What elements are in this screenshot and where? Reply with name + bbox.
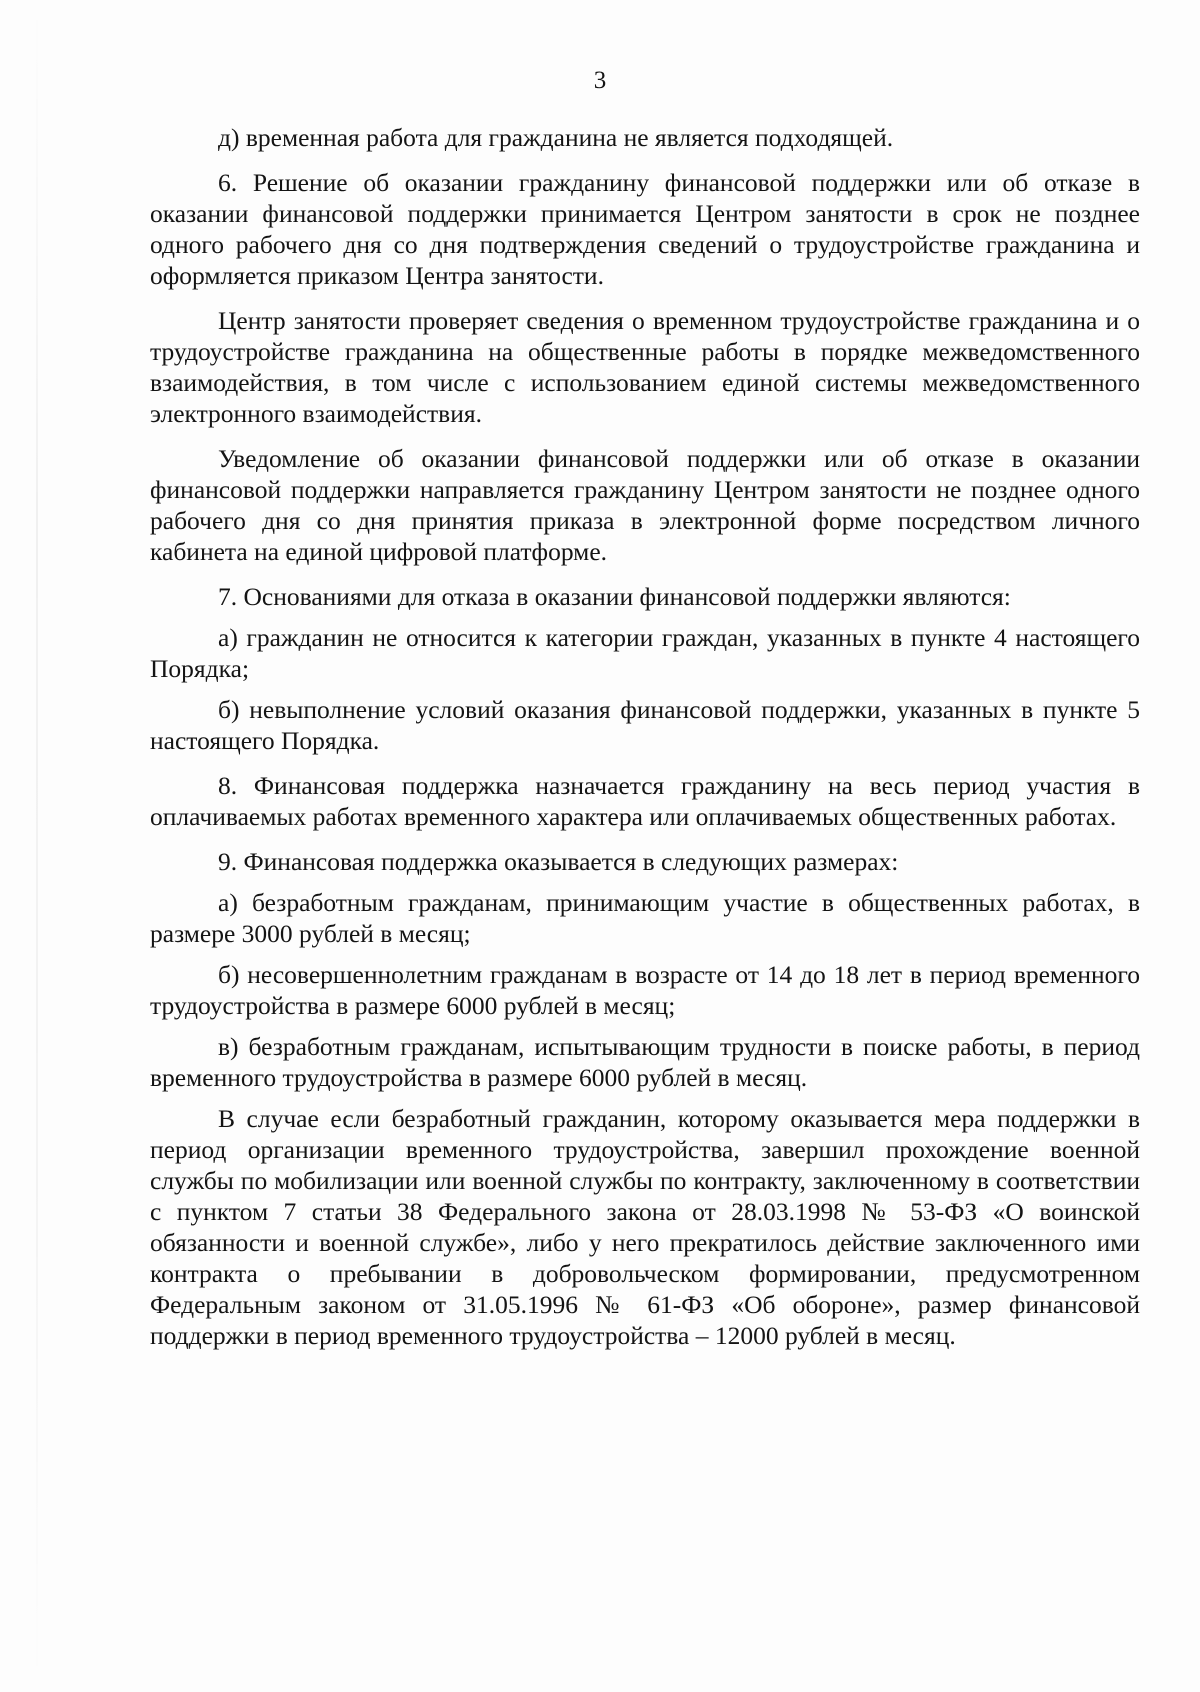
paragraph-section-7: 7. Основаниями для отказа в оказании финансовой поддержки являются:	[218, 582, 1011, 611]
paragraph-military-case: В случае если безработный гражданин, которому оказывается мера поддержки в период организации временного трудоустройства, завершил прохождение военной службы по мобилизации или военной службы по контракту, заключенному в соответствии с пунктом 7 статьи 38 Федерального закона от 28.03.1998 № 53-ФЗ «О воинской обязанности и военной службе», либо у него прекратилось действие заключенного ими контракта о пребывании в добровольческом формировании, предусмотренном Федеральным законом от 31.05.1996 № 61-ФЗ «Об обороне», размер финансовой поддержки в период временного трудоустройства – 12000 рублей в месяц.	[150, 1104, 1140, 1350]
paragraph-verification: Центр занятости проверяет сведения о временном трудоустройстве гражданина и о трудоустройстве гражданина на общественные работы в порядке межведомственного взаимодействия, в том числе с использованием единой системы межведомственного электронного взаимодействия.	[150, 306, 1140, 428]
scan-edge-shadow	[36, 0, 38, 1692]
paragraph-notification: Уведомление об оказании финансовой поддержки или об отказе в оказании финансовой поддержки направляется гражданину Центром занятости не позднее одного рабочего дня со дня принятия приказа в электронной форме посредством личного кабинета на единой цифровой платформе.	[150, 444, 1140, 566]
paragraph-item-b-refusal: б) невыполнение условий оказания финансовой поддержки, указанных в пункте 5 настоящего Порядка.	[150, 695, 1140, 755]
paragraph-section-9: 9. Финансовая поддержка оказывается в следующих размерах:	[218, 847, 899, 876]
paragraph-section-8: 8. Финансовая поддержка назначается гражданину на весь период участия в оплачиваемых работах временного характера или оплачиваемых общественных работах.	[150, 771, 1140, 831]
paragraph-item-d: д) временная работа для гражданина не является подходящей.	[218, 123, 894, 152]
paragraph-item-a-amount: а) безработным гражданам, принимающим участие в общественных работах, в размере 3000 рублей в месяц;	[150, 888, 1140, 948]
page-number: 3	[593, 67, 607, 94]
paragraph-item-b-amount: б) несовершеннолетним гражданам в возрасте от 14 до 18 лет в период временного трудоустройства в размере 6000 рублей в месяц;	[150, 960, 1140, 1020]
paragraph-section-6: 6. Решение об оказании гражданину финансовой поддержки или об отказе в оказании финансовой поддержки принимается Центром занятости в срок не позднее одного рабочего дня со дня подтверждения сведений о трудоустройстве гражданина и оформляется приказом Центра занятости.	[150, 168, 1140, 290]
paragraph-item-v-amount: в) безработным гражданам, испытывающим трудности в поиске работы, в период временного трудоустройства в размере 6000 рублей в месяц.	[150, 1032, 1140, 1092]
document-body	[150, 122, 1140, 1361]
paragraph-item-a-refusal: а) гражданин не относится к категории граждан, указанных в пункте 4 настоящего Порядка;	[150, 623, 1140, 683]
